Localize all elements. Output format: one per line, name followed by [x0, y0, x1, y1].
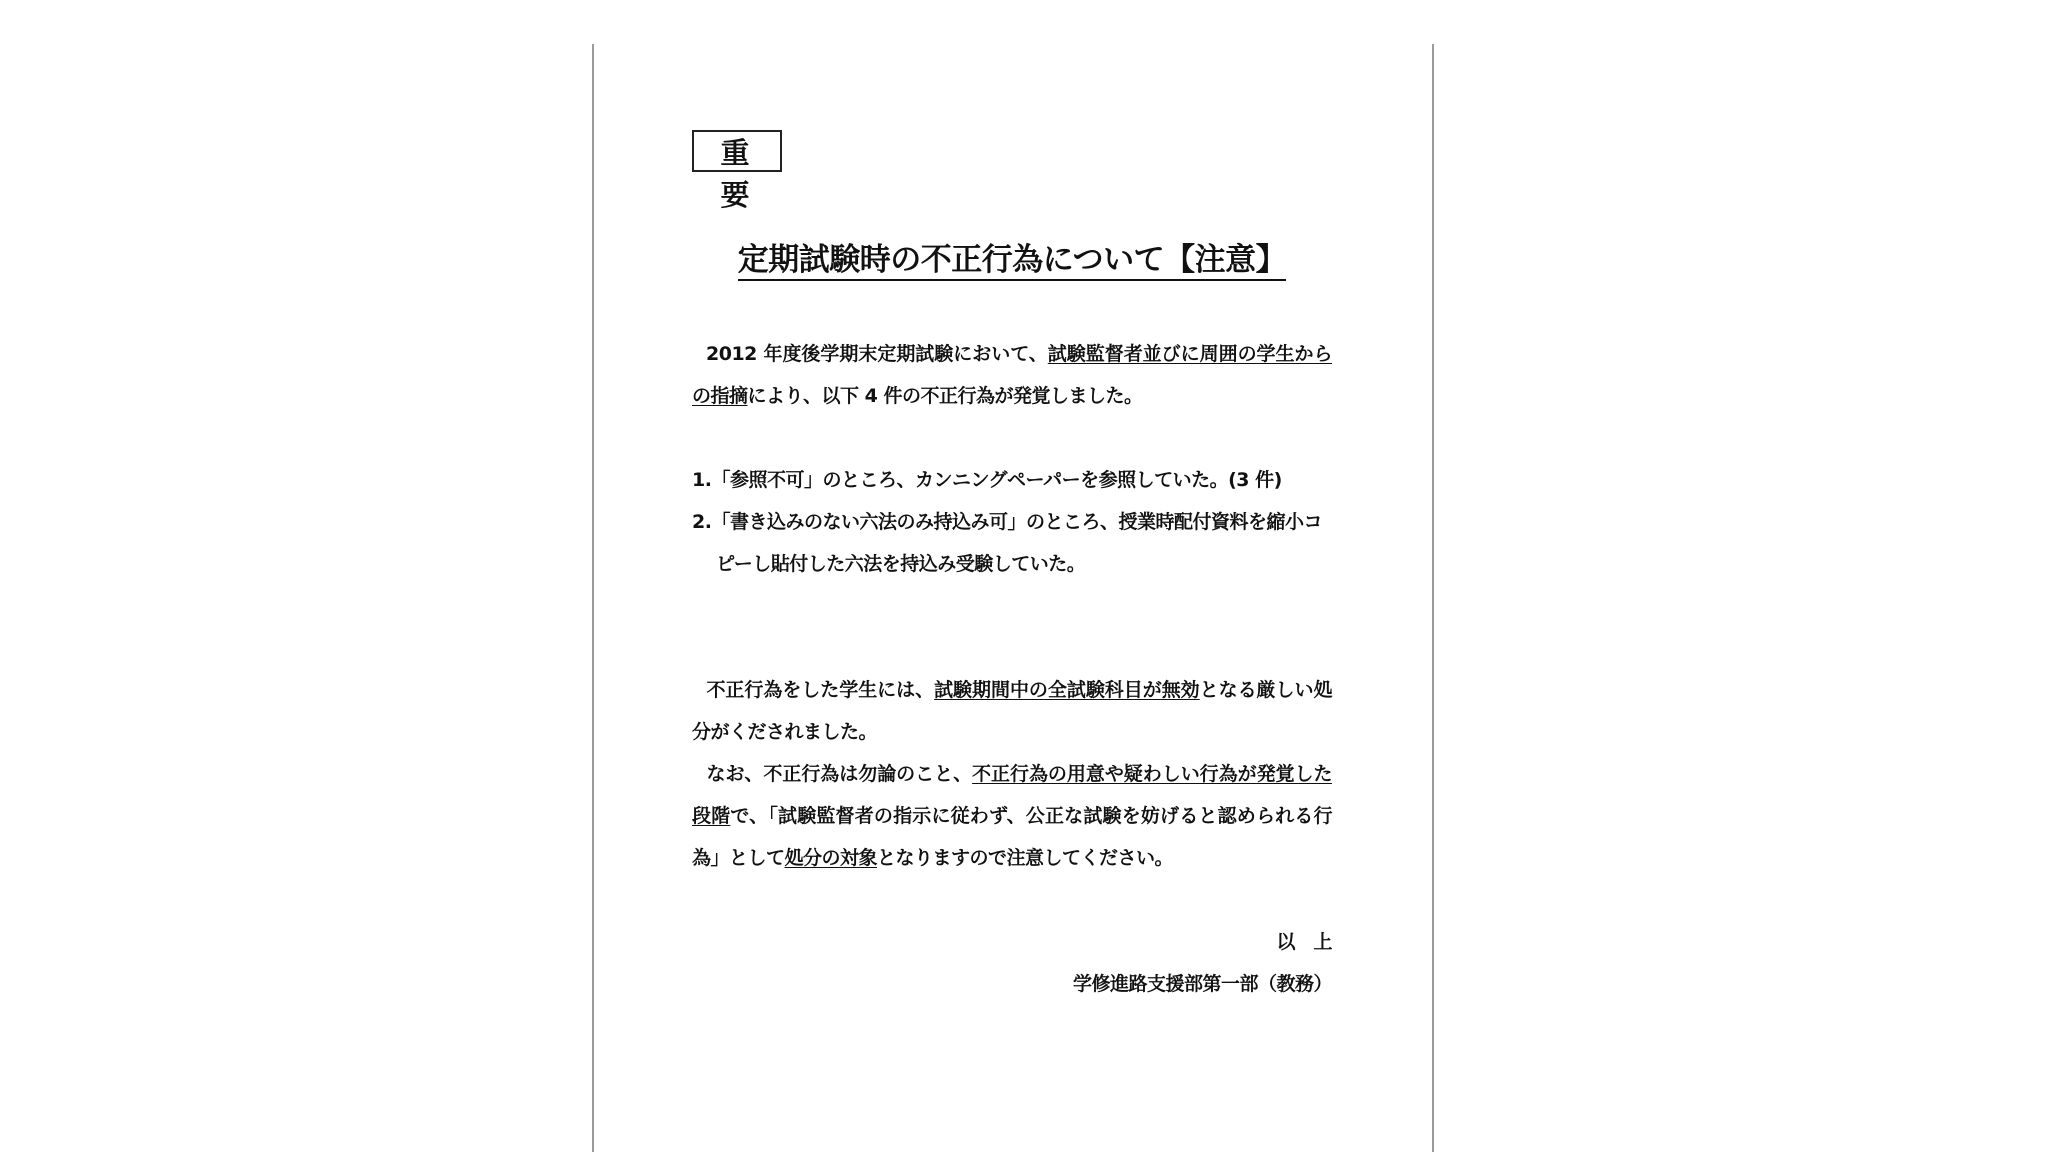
warning-part3: で、「試験監督者の指示に従わず、公正な試験を妨げると認められる行為」として	[692, 805, 1332, 869]
intro-part3: により、以下 4 件の不正行為が発覚しました。	[747, 385, 1143, 407]
list-item-1: 1.「参照不可」のところ、カンニングペーパーを参照していた。(3 件)	[692, 469, 1282, 491]
warning-paragraph	[692, 753, 1332, 879]
warning-underlined-1: 不正行為の用意や疑わしい行為が発覚した段階	[692, 763, 1332, 827]
penalty-part3: となる厳しい処分がくだされました。	[692, 679, 1332, 743]
important-label: 重 要	[692, 130, 782, 172]
page-right-edge	[1432, 44, 1434, 1152]
penalty-part1: 不正行為をした学生には、	[706, 679, 935, 701]
warning-part1: なお、不正行為は勿論のこと、	[706, 763, 973, 785]
intro-paragraph	[692, 333, 1332, 417]
warning-underlined-2: 処分の対象	[784, 847, 878, 869]
page-left-edge	[592, 44, 594, 1152]
penalty-underlined: 試験期間中の全試験科目が無効	[934, 679, 1200, 701]
intro-underlined: 試験監督者並びに周囲の学生からの指摘	[692, 343, 1332, 407]
warning-part5: となりますので注意してください。	[877, 847, 1174, 869]
list-item-2-line1: 2.「書き込みのない六法のみ持込み可」のところ、授業時配付資料を縮小コ	[692, 511, 1322, 533]
list-item-2	[692, 501, 1332, 585]
document-title-text: 定期試験時の不正行為について【注意】	[738, 242, 1286, 281]
intro-part1: 2012 年度後学期末定期試験において、	[706, 343, 1048, 365]
issuer-name: 学修進路支援部第一部（教務）	[1072, 973, 1332, 995]
list-item-2-line2: ピーし貼付した六法を持込み受験していた。	[716, 553, 1086, 575]
penalty-paragraph	[692, 669, 1332, 753]
document-title	[692, 236, 1332, 284]
closing-mark: 以 上	[1276, 931, 1332, 953]
